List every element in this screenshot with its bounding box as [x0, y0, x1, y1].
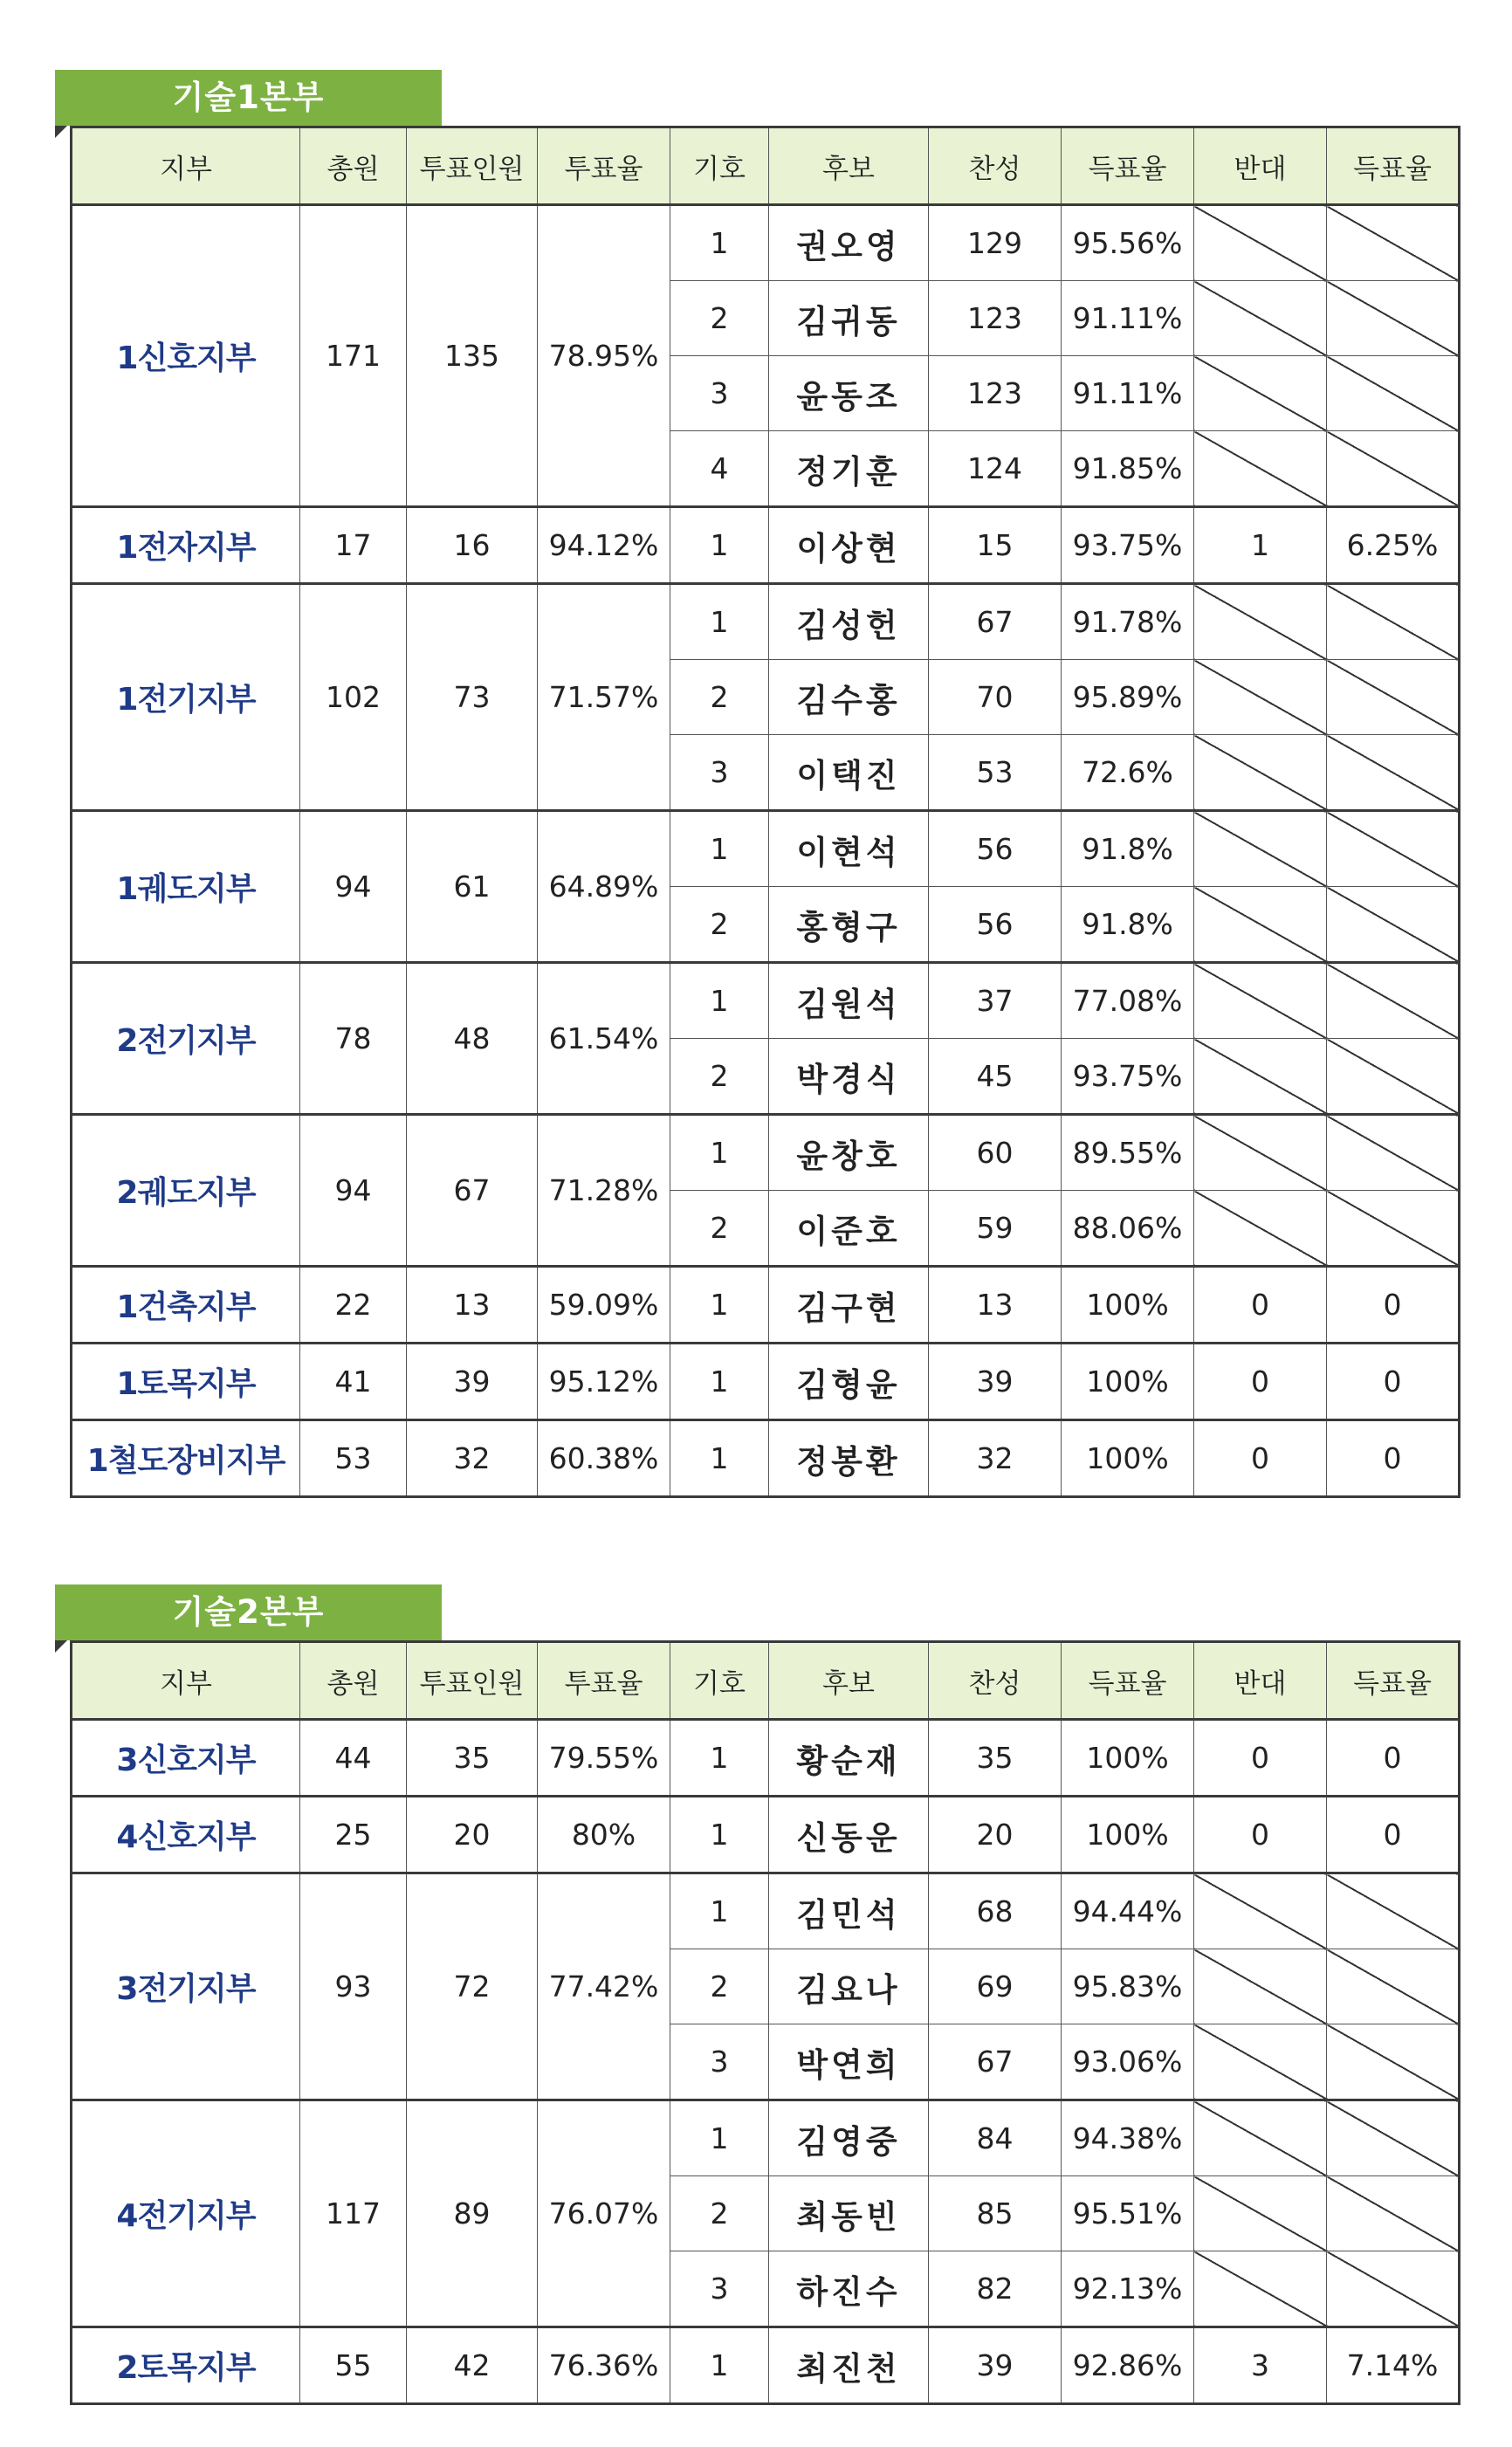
header-voters: 투표인원 [407, 1642, 538, 1720]
yes-votes: 56 [929, 887, 1062, 963]
candidate-number: 1 [670, 1344, 769, 1420]
candidate-number: 2 [670, 1191, 769, 1267]
header-yes-rate: 득표율 [1062, 1642, 1194, 1720]
yes-rate: 77.08% [1062, 963, 1194, 1039]
yes-rate: 92.86% [1062, 2327, 1194, 2404]
yes-votes: 82 [929, 2251, 1062, 2327]
yes-votes: 53 [929, 735, 1062, 811]
branch-name: 1철도장비지부 [72, 1420, 300, 1497]
yes-votes: 123 [929, 281, 1062, 356]
candidate-name: 정봉환 [769, 1420, 929, 1497]
header-candidate: 후보 [769, 1642, 929, 1720]
section-title: 기술1본부 [55, 70, 442, 126]
results-table [70, 126, 1460, 1498]
no-rate-empty [1327, 1191, 1460, 1267]
voter-count: 89 [407, 2100, 538, 2327]
yes-votes: 20 [929, 1797, 1062, 1873]
turnout-rate: 71.28% [538, 1115, 670, 1267]
no-votes-empty [1194, 963, 1327, 1039]
candidate-name: 김수홍 [769, 660, 929, 735]
table-body [72, 1720, 1460, 2404]
voter-count: 13 [407, 1267, 538, 1344]
yes-votes: 56 [929, 811, 1062, 887]
header-no-rate: 득표율 [1327, 127, 1460, 205]
header-no-rate: 득표율 [1327, 1642, 1460, 1720]
candidate-name: 하진수 [769, 2251, 929, 2327]
total-members: 25 [300, 1797, 407, 1873]
yes-votes: 32 [929, 1420, 1062, 1497]
yes-votes: 35 [929, 1720, 1062, 1797]
branch-name: 4신호지부 [72, 1797, 300, 1873]
branch-name: 1건축지부 [72, 1267, 300, 1344]
table-row [72, 2100, 1460, 2176]
turnout-rate: 79.55% [538, 1720, 670, 1797]
header-branch: 지부 [72, 127, 300, 205]
no-votes-empty [1194, 281, 1327, 356]
header-total: 총원 [300, 1642, 407, 1720]
candidate-name: 김구현 [769, 1267, 929, 1344]
no-rate: 6.25% [1327, 507, 1460, 584]
total-members: 44 [300, 1720, 407, 1797]
no-votes-empty [1194, 735, 1327, 811]
candidate-name: 김형윤 [769, 1344, 929, 1420]
candidate-number: 2 [670, 660, 769, 735]
total-members: 53 [300, 1420, 407, 1497]
total-members: 171 [300, 205, 407, 507]
total-members: 17 [300, 507, 407, 584]
branch-name: 3신호지부 [72, 1720, 300, 1797]
yes-rate: 93.75% [1062, 1039, 1194, 1115]
yes-votes: 39 [929, 1344, 1062, 1420]
header-voters: 투표인원 [407, 127, 538, 205]
no-rate-empty [1327, 1949, 1460, 2024]
section-tech-hq-1 [55, 70, 1458, 1498]
yes-votes: 69 [929, 1949, 1062, 2024]
results-table [70, 1640, 1460, 2405]
candidate-number: 1 [670, 1720, 769, 1797]
voter-count: 16 [407, 507, 538, 584]
header-yes: 찬성 [929, 1642, 1062, 1720]
no-votes-empty [1194, 2100, 1327, 2176]
no-rate-empty [1327, 660, 1460, 735]
yes-votes: 84 [929, 2100, 1062, 2176]
no-rate-empty [1327, 2251, 1460, 2327]
no-rate-empty [1327, 735, 1460, 811]
section-title: 기술2본부 [55, 1584, 442, 1640]
turnout-rate: 76.36% [538, 2327, 670, 2404]
yes-votes: 129 [929, 205, 1062, 281]
no-votes-empty [1194, 205, 1327, 281]
header-row [72, 127, 1460, 205]
no-rate: 0 [1327, 1420, 1460, 1497]
candidate-number: 2 [670, 1949, 769, 2024]
yes-rate: 91.11% [1062, 281, 1194, 356]
candidate-number: 2 [670, 1039, 769, 1115]
yes-votes: 67 [929, 2024, 1062, 2100]
table-row [72, 963, 1460, 1039]
turnout-rate: 71.57% [538, 584, 670, 811]
candidate-name: 권오영 [769, 205, 929, 281]
no-rate-empty [1327, 1873, 1460, 1949]
header-turnout: 투표율 [538, 1642, 670, 1720]
voter-count: 61 [407, 811, 538, 963]
yes-votes: 37 [929, 963, 1062, 1039]
branch-name: 1토목지부 [72, 1344, 300, 1420]
candidate-name: 김원석 [769, 963, 929, 1039]
voter-count: 20 [407, 1797, 538, 1873]
yes-votes: 15 [929, 507, 1062, 584]
candidate-number: 1 [670, 2327, 769, 2404]
header-no: 반대 [1194, 1642, 1327, 1720]
no-votes-empty [1194, 887, 1327, 963]
turnout-rate: 95.12% [538, 1344, 670, 1420]
total-members: 22 [300, 1267, 407, 1344]
no-rate-empty [1327, 887, 1460, 963]
total-members: 102 [300, 584, 407, 811]
total-members: 117 [300, 2100, 407, 2327]
candidate-name: 박연희 [769, 2024, 929, 2100]
turnout-rate: 61.54% [538, 963, 670, 1115]
candidate-number: 2 [670, 281, 769, 356]
yes-rate: 91.8% [1062, 887, 1194, 963]
no-rate: 0 [1327, 1720, 1460, 1797]
branch-name: 2궤도지부 [72, 1115, 300, 1267]
no-rate-empty [1327, 205, 1460, 281]
candidate-number: 1 [670, 1115, 769, 1191]
table-row [72, 1720, 1460, 1797]
turnout-rate: 60.38% [538, 1420, 670, 1497]
yes-votes: 67 [929, 584, 1062, 660]
candidate-number: 3 [670, 2024, 769, 2100]
candidate-name: 김요나 [769, 1949, 929, 2024]
turnout-rate: 94.12% [538, 507, 670, 584]
no-votes-empty [1194, 584, 1327, 660]
no-votes: 3 [1194, 2327, 1327, 2404]
total-members: 78 [300, 963, 407, 1115]
yes-votes: 123 [929, 356, 1062, 431]
header-turnout: 투표율 [538, 127, 670, 205]
branch-name: 2전기지부 [72, 963, 300, 1115]
yes-votes: 39 [929, 2327, 1062, 2404]
turnout-rate: 77.42% [538, 1873, 670, 2100]
turnout-rate: 59.09% [538, 1267, 670, 1344]
no-rate-empty [1327, 963, 1460, 1039]
no-rate-empty [1327, 356, 1460, 431]
yes-votes: 124 [929, 431, 1062, 507]
yes-rate: 91.78% [1062, 584, 1194, 660]
table-body [72, 205, 1460, 1497]
candidate-number: 3 [670, 2251, 769, 2327]
no-votes-empty [1194, 1191, 1327, 1267]
candidate-name: 정기훈 [769, 431, 929, 507]
no-rate-empty [1327, 584, 1460, 660]
turnout-rate: 80% [538, 1797, 670, 1873]
yes-votes: 60 [929, 1115, 1062, 1191]
yes-rate: 100% [1062, 1720, 1194, 1797]
yes-rate: 100% [1062, 1797, 1194, 1873]
yes-rate: 72.6% [1062, 735, 1194, 811]
table-row [72, 1797, 1460, 1873]
table-row [72, 584, 1460, 660]
candidate-number: 1 [670, 963, 769, 1039]
voter-count: 48 [407, 963, 538, 1115]
no-votes: 0 [1194, 1267, 1327, 1344]
no-rate-empty [1327, 2024, 1460, 2100]
no-votes: 1 [1194, 507, 1327, 584]
yes-rate: 91.11% [1062, 356, 1194, 431]
no-votes-empty [1194, 2024, 1327, 2100]
no-votes: 0 [1194, 1420, 1327, 1497]
table-row [72, 811, 1460, 887]
no-rate-empty [1327, 2176, 1460, 2251]
branch-name: 1전자지부 [72, 507, 300, 584]
branch-name: 2토목지부 [72, 2327, 300, 2404]
candidate-number: 1 [670, 811, 769, 887]
branch-name: 1궤도지부 [72, 811, 300, 963]
candidate-name: 이현석 [769, 811, 929, 887]
candidate-number: 1 [670, 584, 769, 660]
candidate-name: 김민석 [769, 1873, 929, 1949]
total-members: 93 [300, 1873, 407, 2100]
total-members: 94 [300, 1115, 407, 1267]
candidate-name: 최동빈 [769, 2176, 929, 2251]
yes-rate: 89.55% [1062, 1115, 1194, 1191]
table-row [72, 205, 1460, 281]
header-yes-rate: 득표율 [1062, 127, 1194, 205]
yes-rate: 93.75% [1062, 507, 1194, 584]
yes-rate: 88.06% [1062, 1191, 1194, 1267]
candidate-name: 최진천 [769, 2327, 929, 2404]
yes-rate: 95.83% [1062, 1949, 1194, 2024]
no-rate-empty [1327, 1115, 1460, 1191]
yes-rate: 91.85% [1062, 431, 1194, 507]
turnout-rate: 78.95% [538, 205, 670, 507]
voter-count: 42 [407, 2327, 538, 2404]
candidate-name: 홍형구 [769, 887, 929, 963]
no-votes-empty [1194, 1873, 1327, 1949]
yes-rate: 100% [1062, 1420, 1194, 1497]
table-row [72, 2327, 1460, 2404]
header-candidate: 후보 [769, 127, 929, 205]
yes-rate: 95.56% [1062, 205, 1194, 281]
yes-votes: 45 [929, 1039, 1062, 1115]
table-row [72, 1115, 1460, 1191]
candidate-number: 1 [670, 1267, 769, 1344]
candidate-number: 1 [670, 1797, 769, 1873]
yes-votes: 68 [929, 1873, 1062, 1949]
total-members: 55 [300, 2327, 407, 2404]
voter-count: 73 [407, 584, 538, 811]
yes-rate: 94.38% [1062, 2100, 1194, 2176]
no-rate-empty [1327, 431, 1460, 507]
no-rate-empty [1327, 281, 1460, 356]
candidate-number: 1 [670, 1420, 769, 1497]
candidate-name: 이준호 [769, 1191, 929, 1267]
no-votes-empty [1194, 431, 1327, 507]
yes-rate: 92.13% [1062, 2251, 1194, 2327]
candidate-number: 1 [670, 205, 769, 281]
no-votes-empty [1194, 660, 1327, 735]
branch-name: 1전기지부 [72, 584, 300, 811]
header-no: 반대 [1194, 127, 1327, 205]
no-rate: 7.14% [1327, 2327, 1460, 2404]
candidate-number: 2 [670, 2176, 769, 2251]
candidate-name: 황순재 [769, 1720, 929, 1797]
candidate-number: 1 [670, 507, 769, 584]
candidate-name: 김영중 [769, 2100, 929, 2176]
turnout-rate: 76.07% [538, 2100, 670, 2327]
table-row [72, 507, 1460, 584]
turnout-rate: 64.89% [538, 811, 670, 963]
yes-rate: 95.51% [1062, 2176, 1194, 2251]
candidate-name: 윤동조 [769, 356, 929, 431]
candidate-name: 윤창호 [769, 1115, 929, 1191]
branch-name: 4전기지부 [72, 2100, 300, 2327]
no-rate: 0 [1327, 1797, 1460, 1873]
candidate-name: 박경식 [769, 1039, 929, 1115]
no-votes-empty [1194, 1039, 1327, 1115]
voter-count: 32 [407, 1420, 538, 1497]
header-branch: 지부 [72, 1642, 300, 1720]
voter-count: 35 [407, 1720, 538, 1797]
yes-rate: 100% [1062, 1344, 1194, 1420]
header-total: 총원 [300, 127, 407, 205]
header-yes: 찬성 [929, 127, 1062, 205]
candidate-name: 신동운 [769, 1797, 929, 1873]
no-votes: 0 [1194, 1344, 1327, 1420]
yes-votes: 70 [929, 660, 1062, 735]
yes-rate: 93.06% [1062, 2024, 1194, 2100]
yes-rate: 100% [1062, 1267, 1194, 1344]
no-rate-empty [1327, 1039, 1460, 1115]
yes-votes: 13 [929, 1267, 1062, 1344]
candidate-name: 이택진 [769, 735, 929, 811]
header-number: 기호 [670, 1642, 769, 1720]
no-rate: 0 [1327, 1344, 1460, 1420]
voter-count: 67 [407, 1115, 538, 1267]
candidate-name: 이상현 [769, 507, 929, 584]
header-row [72, 1642, 1460, 1720]
candidate-number: 3 [670, 735, 769, 811]
no-votes-empty [1194, 356, 1327, 431]
no-votes-empty [1194, 2176, 1327, 2251]
voter-count: 135 [407, 205, 538, 507]
table-row [72, 1267, 1460, 1344]
yes-rate: 91.8% [1062, 811, 1194, 887]
candidate-name: 김성헌 [769, 584, 929, 660]
total-members: 41 [300, 1344, 407, 1420]
table-row [72, 1344, 1460, 1420]
no-votes: 0 [1194, 1797, 1327, 1873]
no-votes-empty [1194, 1115, 1327, 1191]
voter-count: 39 [407, 1344, 538, 1420]
header-number: 기호 [670, 127, 769, 205]
candidate-number: 4 [670, 431, 769, 507]
no-rate: 0 [1327, 1267, 1460, 1344]
no-votes-empty [1194, 811, 1327, 887]
candidate-number: 3 [670, 356, 769, 431]
no-votes: 0 [1194, 1720, 1327, 1797]
voter-count: 72 [407, 1873, 538, 2100]
table-row [72, 1873, 1460, 1949]
yes-rate: 94.44% [1062, 1873, 1194, 1949]
no-votes-empty [1194, 2251, 1327, 2327]
branch-name: 1신호지부 [72, 205, 300, 507]
total-members: 94 [300, 811, 407, 963]
branch-name: 3전기지부 [72, 1873, 300, 2100]
section-tech-hq-2 [55, 1584, 1458, 2405]
no-votes-empty [1194, 1949, 1327, 2024]
table-row [72, 1420, 1460, 1497]
candidate-number: 1 [670, 2100, 769, 2176]
yes-rate: 95.89% [1062, 660, 1194, 735]
yes-votes: 85 [929, 2176, 1062, 2251]
candidate-number: 2 [670, 887, 769, 963]
candidate-number: 1 [670, 1873, 769, 1949]
no-rate-empty [1327, 2100, 1460, 2176]
candidate-name: 김귀동 [769, 281, 929, 356]
no-rate-empty [1327, 811, 1460, 887]
yes-votes: 59 [929, 1191, 1062, 1267]
